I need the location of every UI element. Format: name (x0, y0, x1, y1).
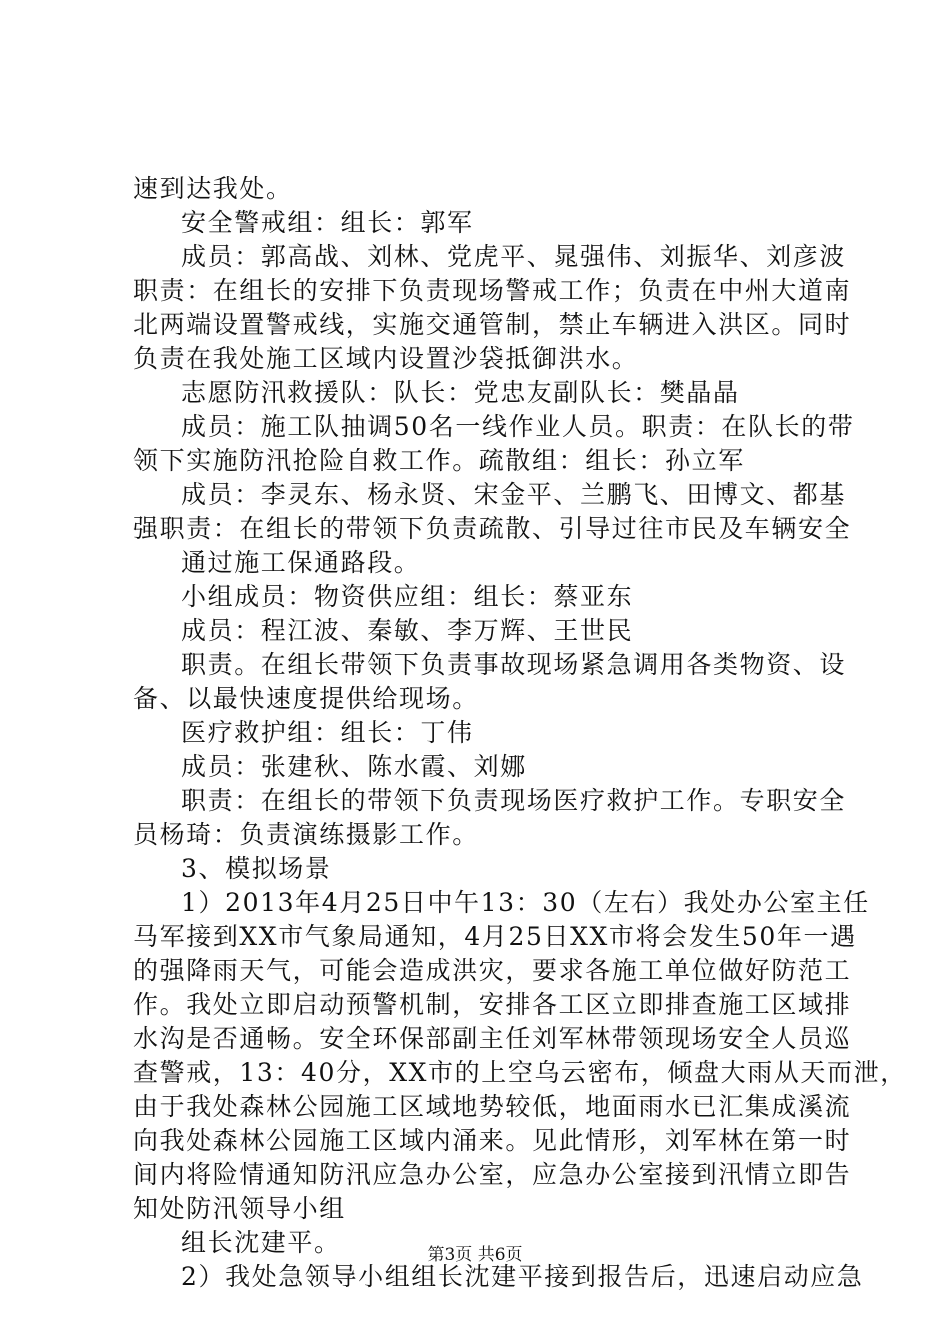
text-line: 成员：李灵东、杨永贤、宋金平、兰鹏飞、田博文、都基 (181, 480, 847, 509)
text-line: 组长沈建平。 (181, 1228, 341, 1257)
text-line: 水沟是否通畅。安全环保部副主任刘军林带领现场安全人员巡 (133, 1024, 852, 1053)
text-line: 强职责：在组长的带领下负责疏散、引导过往市民及车辆安全 (133, 514, 852, 543)
text-line: 安全警戒组：组长：郭军 (181, 208, 474, 237)
text-line: 成员：施工队抽调50名一线作业人员。职责：在队长的带 (181, 412, 855, 441)
text-line: 职责：在组长的安排下负责现场警戒工作；负责在中州大道南 (133, 276, 852, 305)
text-line: 备、以最快速度提供给现场。 (133, 684, 479, 713)
text-line: 查警戒，13：40分，XX市的上空乌云密布，倾盘大雨从天而泄， (133, 1058, 907, 1087)
text-line: 知处防汛领导小组 (133, 1194, 346, 1223)
text-line: 负责在我处施工区域内设置沙袋抵御洪水。 (133, 344, 639, 373)
text-line: 马军接到XX市气象局通知，4月25日XX市将会发生50年一遇 (133, 922, 857, 951)
text-line: 志愿防汛救援队：队长：党忠友副队长：樊晶晶 (181, 378, 740, 407)
text-line: 向我处森林公园施工区域内涌来。见此情形，刘军林在第一时 (133, 1126, 852, 1155)
text-line: 北两端设置警戒线，实施交通管制，禁止车辆进入洪区。同时 (133, 310, 852, 339)
text-line: 职责。在组长带领下负责事故现场紧急调用各类物资、设 (181, 650, 847, 679)
text-line: 1）2013年4月25日中午13：30（左右）我处办公室主任 (181, 888, 870, 917)
text-line: 领下实施防汛抢险自救工作。疏散组：组长：孙立军 (133, 446, 745, 475)
text-line: 成员：程江波、秦敏、李万辉、王世民 (181, 616, 634, 645)
text-line: 作。我处立即启动预警机制，安排各工区立即排查施工区域排 (133, 990, 852, 1019)
text-line: 医疗救护组：组长：丁伟 (181, 718, 474, 747)
text-line: 的强降雨天气，可能会造成洪灾，要求各施工单位做好防范工 (133, 956, 852, 985)
text-line: 由于我处森林公园施工区域地势较低，地面雨水已汇集成溪流 (133, 1092, 852, 1121)
text-line: 成员：郭高战、刘林、党虎平、晁强伟、刘振华、刘彦波 (181, 242, 847, 271)
text-line: 速到达我处。 (133, 174, 293, 203)
text-line: 通过施工保通路段。 (181, 548, 421, 577)
text-line: 员杨琦：负责演练摄影工作。 (133, 820, 479, 849)
text-line: 间内将险情通知防汛应急办公室，应急办公室接到汛情立即告 (133, 1160, 852, 1189)
page-number-footer: 第3页 共6页 (427, 1245, 523, 1265)
text-line: 成员：张建秋、陈水霞、刘娜 (181, 752, 527, 781)
text-line: 小组成员：物资供应组：组长：蔡亚东 (181, 582, 634, 611)
text-line: 职责：在组长的带领下负责现场医疗救护工作。专职安全 (181, 786, 847, 815)
text-line: 3、模拟场景 (181, 854, 332, 883)
text-line: 2）我处急领导小组组长沈建平接到报告后，迅速启动应急 (181, 1262, 864, 1291)
